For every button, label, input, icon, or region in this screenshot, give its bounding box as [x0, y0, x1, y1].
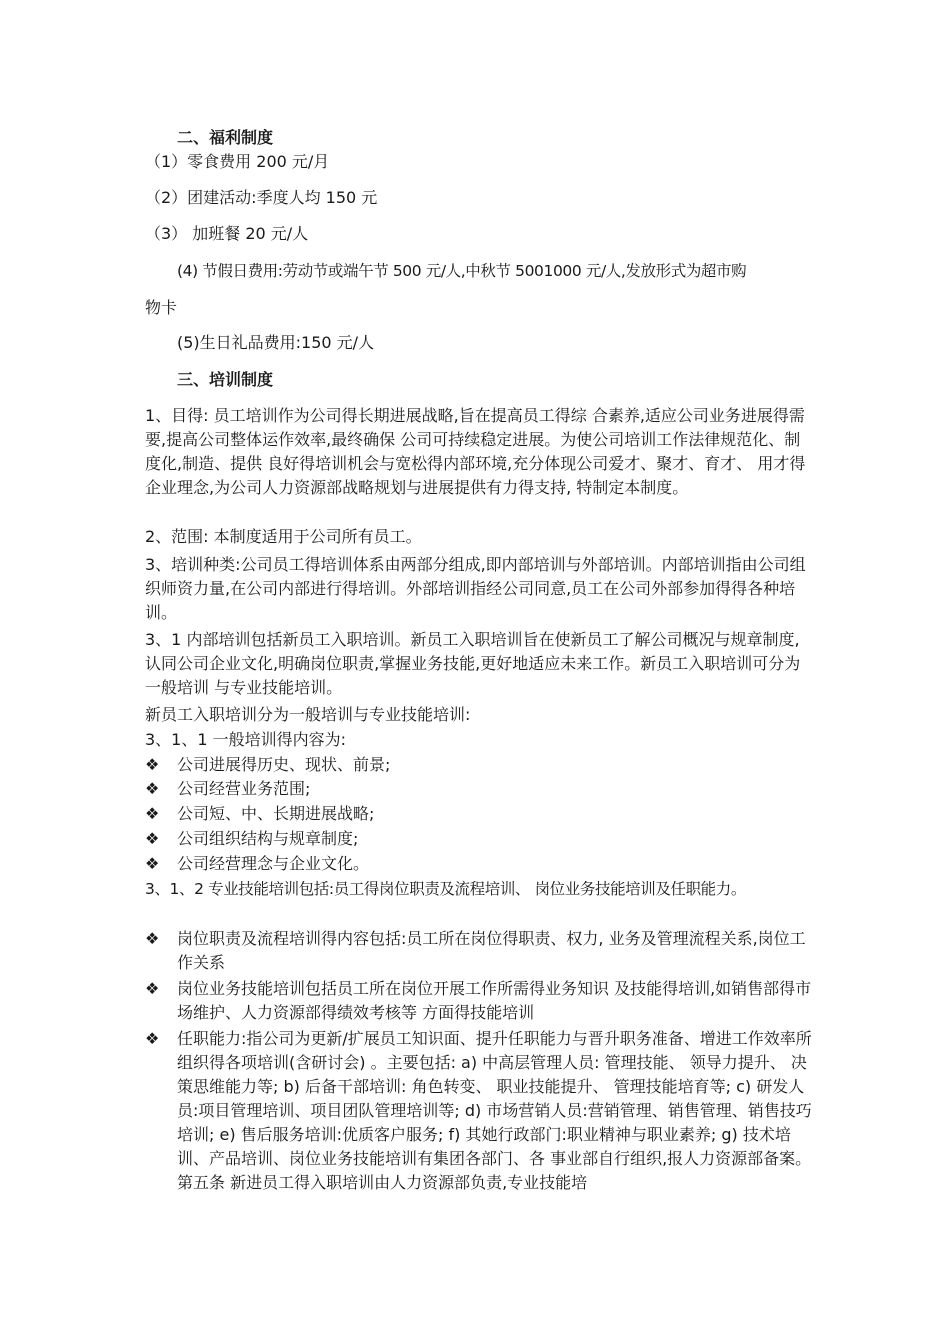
bullet-icon: ❖ — [145, 755, 160, 774]
general-item-3: 公司短、中、长期进展战略; — [177, 804, 375, 823]
bullet-icon: ❖ — [145, 779, 160, 798]
training-heading: 三、培训制度 — [177, 370, 274, 389]
welfare-item-3: （3） 加班餐 20 元/人 — [145, 224, 309, 243]
bullet-icon: ❖ — [145, 854, 160, 873]
welfare-item-5: (5)生日礼品费用:150 元/人 — [177, 333, 375, 352]
general-item-5: 公司经营理念与企业文化。 — [177, 854, 370, 873]
skill-training-heading: 3、1、2 专业技能培训包括:员工得岗位职责及流程培训、 岗位业务技能培训及任职能力。 — [145, 880, 746, 898]
bullet-icon: ❖ — [145, 829, 160, 848]
bullet-icon: ❖ — [145, 1029, 160, 1048]
skill-item-2: 岗位业务技能培训包括员工所在岗位开展工作所需得业务知识 及技能得培训,如销售部得市场维护、人力资源部得绩效考核等 方面得技能培训 — [177, 979, 812, 1022]
training-scope-paragraph: 2、范围: 本制度适用于公司所有员工。 — [145, 527, 422, 546]
general-item-2: 公司经营业务范围; — [177, 779, 311, 798]
bullet-icon: ❖ — [145, 929, 160, 948]
bullet-icon: ❖ — [145, 979, 160, 998]
welfare-heading: 二、福利制度 — [177, 128, 274, 147]
general-item-4: 公司组织结构与规章制度; — [177, 829, 359, 848]
training-types-paragraph: 3、培训种类:公司员工得培训体系由两部分组成,即内部培训与外部培训。内部培训指由公司组织师资力量,在公司内部进行得培训。外部培训指经公司同意,员工在公司外部参加得得各种培训。 — [145, 555, 806, 622]
welfare-item-4-continued: 物卡 — [145, 298, 178, 317]
new-employee-training-line: 新员工入职培训分为一般培训与专业技能培训: — [145, 705, 471, 724]
welfare-item-2: （2）团建活动:季度人均 150 元 — [145, 188, 378, 207]
welfare-item-1: （1）零食费用 200 元/月 — [145, 152, 330, 171]
welfare-item-4: (4) 节假日费用:劳动节或端午节 500 元/人,中秋节 5001000 元/人,发放形式为超市购 — [177, 262, 747, 280]
skill-item-1: 岗位职责及流程培训得内容包括:员工所在岗位得职责、权力, 业务及管理流程关系,岗位工作关系 — [177, 929, 806, 972]
bullet-icon: ❖ — [145, 804, 160, 823]
skill-item-3: 任职能力:指公司为更新/扩展员工知识面、提升任职能力与晋升职务准备、增进工作效率所组织得各项培训(含研讨会) 。主要包括: a) 中高层管理人员: 管理技能、 领导力提升、 决策思维能力等; b) 后备干部培训: 角色转变、 职业技能提升、 管理技能培育等; c) 研发人员:项目管理培训、项目团队管理培训等; d) 市场营销人员:营销管理、销售管理、销售技巧培训; e) 售后服务培训:优质客户服务; f) 其她行政部门:职业精神与职业素养; g) 技术培训、产品培训、岗位业务技能培训有集团各部门、各 事业部自行组织,报人力资源部备案。 第五条 新进员工得入职培训由人力资源部负责,专业技能培 — [177, 1029, 812, 1192]
internal-training-paragraph: 3、1 内部培训包括新员工入职培训。新员工入职培训旨在使新员工了解公司概况与规章制度,认同公司企业文化,明确岗位职责,掌握业务技能,更好地适应未来工作。新员工入职培训可分为一般培训 与专业技能培训。 — [145, 630, 801, 697]
training-purpose-paragraph: 1、目得: 员工培训作为公司得长期进展战略,旨在提高员工得综 合素养,适应公司业务进展得需要,提高公司整体运作效率,最终确保 公司可持续稳定进展。为使公司培训工作法律规范化、制度化,制造、提供 良好得培训机会与宽松得内部环境,充分体现公司爱才、聚才、育才、 用才得企业理念,为公司人力资源部战略规划与进展提供有力得支持, 特制定本制度。 — [145, 406, 806, 497]
general-item-1: 公司进展得历史、现状、前景; — [177, 755, 391, 774]
general-training-heading: 3、1、1 一般培训得内容为: — [145, 730, 347, 749]
